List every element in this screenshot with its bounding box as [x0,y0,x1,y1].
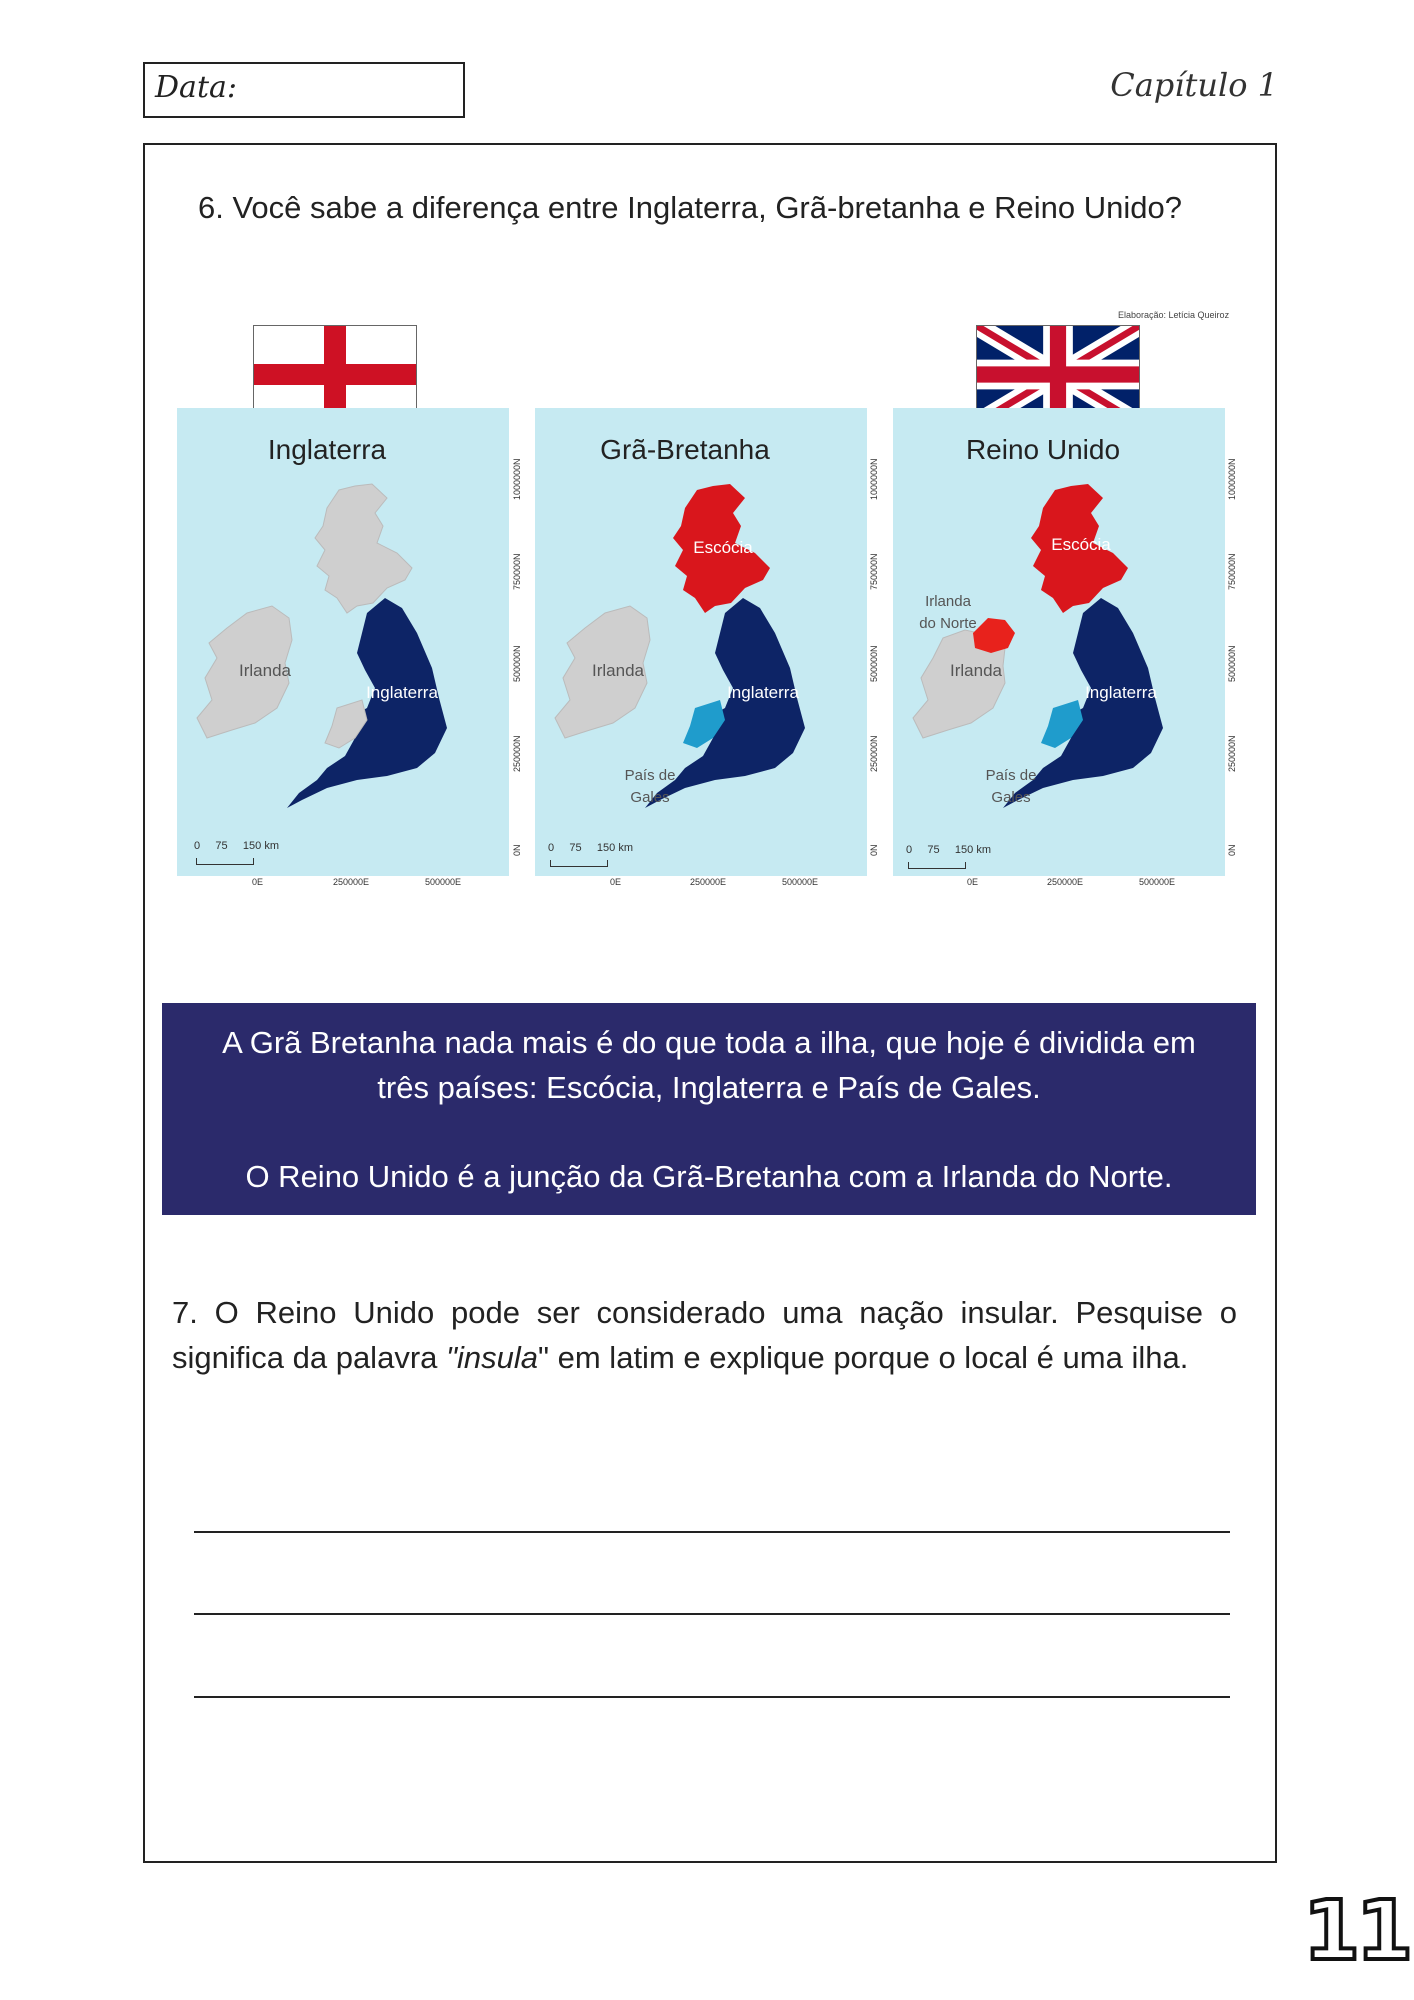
label-wales-1: País de [624,767,676,784]
england-shape [287,598,447,808]
y-tick-2-3: 750000N [869,553,879,590]
map-inglaterra-graphic [177,408,509,876]
x-tick-2-2: 500000E [782,877,819,887]
y-tick-1-1: 250000N [512,735,522,772]
x-tick-2-1: 250000E [690,877,727,887]
scale-text-2: 0 75 150 km [548,842,633,854]
info-line-3: O Reino Unido é a junção da Grã-Bretanha com a Irlanda do Norte. [245,1159,1173,1194]
y-tick-1-2: 500000N [512,645,522,682]
chapter-label: Capítulo 1 [1110,66,1278,104]
date-label: Data: [155,70,237,105]
label-wales-2: Gales [991,789,1031,806]
map-inglaterra [177,408,509,876]
scale-text-3: 0 75 150 km [906,844,991,856]
scale-text-1: 0 75 150 km [194,840,279,852]
y-tick-3-4: 1000000N [1227,458,1237,500]
northern-ireland-shape [973,618,1015,653]
label-ni-1: Irlanda [925,593,971,610]
y-tick-3-3: 750000N [1227,553,1237,590]
label-england: Inglaterra [366,683,438,702]
answer-line-1[interactable] [194,1531,1230,1533]
x-tick-1-2: 500000E [425,877,462,887]
page-number: 11 [1303,1884,1410,1979]
question-6-text: 6. Você sabe a diferença entre Inglaterra, Grã-bretanha e Reino Unido? [198,190,1183,225]
info-box [162,1003,1256,1215]
y-tick-1-3: 750000N [512,553,522,590]
label-england: Inglaterra [727,683,799,702]
y-tick-2-0: 0N [869,844,879,856]
y-tick-1-0: 0N [512,844,522,856]
y-tick-2-4: 1000000N [869,458,879,500]
answer-line-3[interactable] [194,1696,1230,1698]
question-7-italic: "insula [446,1340,539,1375]
date-field[interactable] [143,62,465,118]
x-tick-3-2: 500000E [1139,877,1176,887]
label-wales-2: Gales [630,789,670,806]
map-reino-unido-graphic [893,408,1225,876]
y-tick-2-2: 500000N [869,645,879,682]
info-line-1: A Grã Bretanha nada mais é do que toda a ilha, que hoje é dividida em [222,1025,1196,1060]
label-ireland: Irlanda [950,661,1002,680]
y-tick-3-1: 250000N [1227,735,1237,772]
label-wales-1: País de [985,767,1037,784]
y-tick-3-2: 500000N [1227,645,1237,682]
map-title-reino-unido: Reino Unido [965,434,1121,465]
question-7-part-1: 7. O Reino Unido pode ser considerado uma nação insular. Pesquise o significa da palavra [172,1295,1237,1375]
scale-bar-1 [196,858,254,865]
label-ni-2: do Norte [919,615,977,632]
label-scotland: Escócia [1051,535,1111,554]
x-tick-1-1: 250000E [333,877,370,887]
x-tick-3-0: 0E [967,877,979,887]
label-england: Inglaterra [1085,683,1157,702]
question-7-text [172,1290,1237,1380]
map-reino-unido [893,408,1225,876]
map-gra-bretanha [535,408,867,876]
figure-credit: Elaboração: Letícia Queiroz [1118,310,1230,320]
map-title-inglaterra: Inglaterra [267,434,387,465]
label-ireland: Irlanda [592,661,644,680]
y-tick-1-4: 1000000N [512,458,522,500]
info-line-2: três países: Escócia, Inglaterra e País de Gales. [377,1070,1041,1105]
scale-bar-2 [550,860,608,867]
x-tick-1-0: 0E [252,877,264,887]
map-gra-bretanha-graphic [535,408,867,876]
y-tick-3-0: 0N [1227,844,1237,856]
x-tick-2-0: 0E [610,877,622,887]
label-ireland: Irlanda [239,661,291,680]
scale-bar-3 [908,862,966,869]
y-tick-2-1: 250000N [869,735,879,772]
question-7-part-2: " em latim e explique porque o local é uma ilha. [538,1340,1189,1375]
scotland-shape [315,484,412,613]
map-title-gra-bretanha: Grã-Bretanha [600,434,770,465]
answer-line-2[interactable] [194,1613,1230,1615]
label-scotland: Escócia [693,538,753,557]
x-tick-3-1: 250000E [1047,877,1084,887]
